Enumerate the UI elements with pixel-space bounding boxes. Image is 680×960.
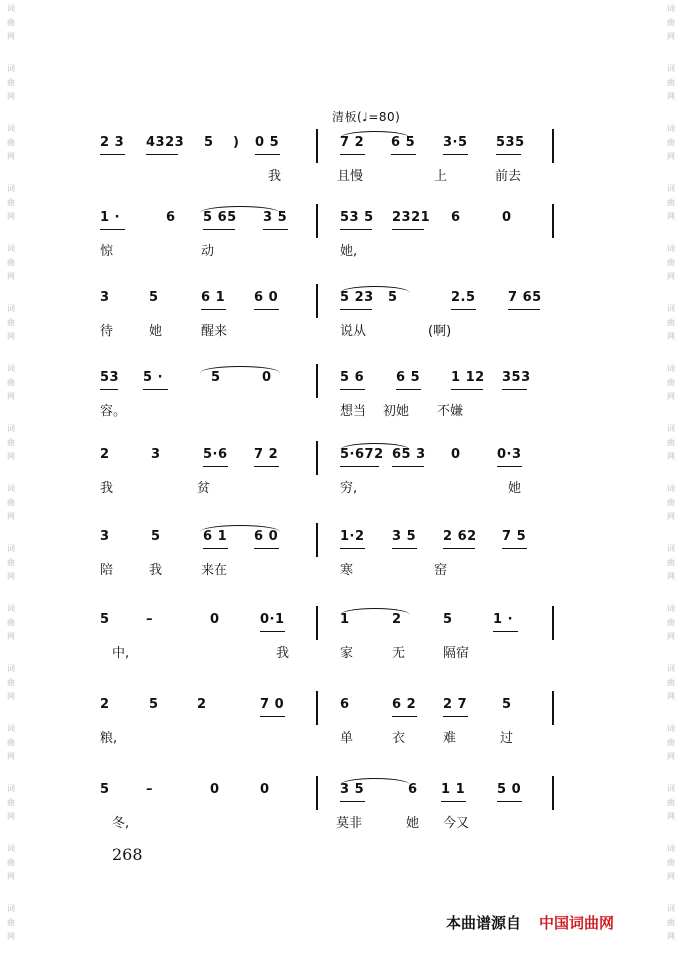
note-group: 5 23: [340, 290, 374, 305]
lyric-text: 过: [500, 731, 514, 746]
note-group: 2.5: [451, 290, 476, 305]
barline-end: [552, 606, 554, 640]
lyric-text: 难: [443, 731, 457, 746]
note-group: 1 ·: [100, 210, 121, 225]
watermark-glyph: 词: [7, 724, 15, 733]
watermark-glyph: 网: [667, 752, 675, 761]
lyric-text: 我: [149, 563, 163, 578]
watermark-glyph: 网: [7, 512, 15, 521]
note-group: 1 ·: [493, 612, 514, 627]
underline-beam: [392, 548, 417, 549]
underline-beam: [260, 716, 285, 717]
watermark-glyph: 词: [7, 364, 15, 373]
watermark-glyph: 词: [7, 424, 15, 433]
lyric-text: 寒: [340, 563, 354, 578]
underline-beam: [493, 631, 518, 632]
watermark-glyph: 曲: [667, 378, 675, 387]
watermark-glyph: 网: [667, 692, 675, 701]
note-group: 6 5: [396, 370, 421, 385]
underline-beam: [443, 548, 475, 549]
watermark-glyph: 词: [667, 724, 675, 733]
note-group: 5 ·: [143, 370, 164, 385]
note-group: 4323: [146, 135, 185, 150]
note-group: 5: [388, 290, 398, 305]
watermark-glyph: 词: [667, 664, 675, 673]
note-group: 5·6: [203, 447, 228, 462]
note-group: 1: [340, 612, 350, 627]
watermark-glyph: 词: [667, 364, 675, 373]
underline-beam: [340, 466, 379, 467]
watermark-glyph: 曲: [7, 258, 15, 267]
watermark-glyph: 曲: [7, 438, 15, 447]
note-group: 7 2: [340, 135, 365, 150]
watermark-glyph: 曲: [667, 318, 675, 327]
watermark-glyph: 词: [7, 844, 15, 853]
barline-middle: [316, 691, 318, 725]
watermark-glyph: 网: [7, 812, 15, 821]
lyric-text: 衣: [392, 731, 406, 746]
underline-beam: [203, 466, 228, 467]
tempo-marking: 清板(♩=80): [332, 110, 401, 124]
lyric-text: 待: [100, 324, 114, 339]
note-group: ): [233, 135, 240, 150]
barline-middle: [316, 364, 318, 398]
note-group: 1 12: [451, 370, 485, 385]
lyric-text: 窑: [434, 563, 448, 578]
watermark-glyph: 网: [7, 152, 15, 161]
underline-beam: [392, 716, 417, 717]
underline-beam: [443, 716, 468, 717]
watermark-glyph: 网: [667, 512, 675, 521]
note-group: 1·2: [340, 529, 365, 544]
watermark-glyph: 曲: [7, 378, 15, 387]
watermark-glyph: 网: [7, 32, 15, 41]
watermark-glyph: 曲: [667, 918, 675, 927]
score-line-9: [0, 768, 680, 848]
watermark-glyph: 网: [7, 932, 15, 941]
note-group: 1 1: [441, 782, 466, 797]
note-group: 2: [100, 697, 110, 712]
note-group: 2 3: [100, 135, 125, 150]
underline-beam: [100, 389, 118, 390]
watermark-glyph: 词: [667, 424, 675, 433]
note-group: 0: [210, 782, 220, 797]
watermark-glyph: 网: [7, 272, 15, 281]
lyric-text: 初她: [383, 404, 410, 419]
note-group: 3·5: [443, 135, 468, 150]
score-line-1: [0, 121, 680, 201]
lyric-text: 今又: [443, 816, 470, 831]
watermark-glyph: 词: [667, 484, 675, 493]
note-group: 5: [204, 135, 214, 150]
watermark-glyph: 曲: [667, 738, 675, 747]
barline-middle: [316, 606, 318, 640]
watermark-glyph: 词: [7, 544, 15, 553]
note-group: 6 1: [203, 529, 228, 544]
watermark-glyph: 网: [667, 92, 675, 101]
watermark-glyph: 词: [7, 124, 15, 133]
note-group: 3 5: [263, 210, 288, 225]
underline-beam: [260, 631, 285, 632]
watermark-glyph: 词: [7, 664, 15, 673]
note-group: 3 5: [392, 529, 417, 544]
note-group: 7 2: [254, 447, 279, 462]
watermark-glyph: 词: [667, 844, 675, 853]
watermark-glyph: 网: [7, 332, 15, 341]
underline-beam: [143, 389, 168, 390]
score-line-3: [0, 276, 680, 356]
barline-middle: [316, 129, 318, 163]
note-group: 0 5: [255, 135, 280, 150]
note-group: 6 5: [391, 135, 416, 150]
watermark-glyph: 网: [667, 572, 675, 581]
watermark-glyph: 曲: [667, 678, 675, 687]
underline-beam: [263, 229, 288, 230]
underline-beam: [340, 389, 365, 390]
watermark-glyph: 曲: [667, 198, 675, 207]
note-group: 5: [100, 782, 110, 797]
watermark-glyph: 词: [667, 904, 675, 913]
note-group: 7 65: [508, 290, 542, 305]
watermark-glyph: 词: [667, 544, 675, 553]
lyric-text: 我: [276, 646, 290, 661]
lyric-text: 说从: [340, 324, 367, 339]
note-group: 3 5: [340, 782, 365, 797]
note-group: 6 0: [254, 290, 279, 305]
watermark-glyph: 网: [667, 272, 675, 281]
watermark-glyph: 曲: [7, 738, 15, 747]
note-group: 5: [151, 529, 161, 544]
watermark-glyph: 曲: [667, 798, 675, 807]
watermark-glyph: 网: [667, 872, 675, 881]
watermark-glyph: 曲: [667, 138, 675, 147]
lyric-text: 贫: [197, 481, 211, 496]
note-group: –: [146, 782, 153, 797]
underline-beam: [254, 466, 279, 467]
watermark-glyph: 网: [667, 812, 675, 821]
note-group: 5: [211, 370, 221, 385]
underline-beam: [254, 309, 279, 310]
watermark-glyph: 词: [667, 784, 675, 793]
watermark-glyph: 词: [7, 64, 15, 73]
watermark-glyph: 网: [7, 632, 15, 641]
watermark-glyph: 曲: [7, 318, 15, 327]
watermark-glyph: 曲: [7, 918, 15, 927]
note-group: 0: [502, 210, 512, 225]
watermark-glyph: 网: [667, 932, 675, 941]
note-group: 0: [210, 612, 220, 627]
watermark-glyph: 曲: [7, 618, 15, 627]
watermark-glyph: 曲: [7, 498, 15, 507]
note-group: 5: [100, 612, 110, 627]
watermark-glyph: 词: [667, 244, 675, 253]
watermark-glyph: 曲: [667, 438, 675, 447]
barline-end: [552, 129, 554, 163]
underline-beam: [497, 466, 522, 467]
watermark-glyph: 曲: [667, 78, 675, 87]
note-group: 6 0: [254, 529, 279, 544]
lyric-text: 醒来: [201, 324, 228, 339]
note-group: 2 62: [443, 529, 477, 544]
watermark-glyph: 词: [667, 304, 675, 313]
watermark-glyph: 词: [7, 784, 15, 793]
underline-beam: [146, 154, 178, 155]
underline-beam: [392, 229, 424, 230]
underline-beam: [451, 389, 483, 390]
note-group: 0·1: [260, 612, 285, 627]
underline-beam: [340, 309, 372, 310]
note-group: 3: [100, 290, 110, 305]
watermark-glyph: 曲: [7, 858, 15, 867]
underline-beam: [451, 309, 476, 310]
note-group: 5 0: [497, 782, 522, 797]
watermark-glyph: 曲: [667, 498, 675, 507]
watermark-glyph: 曲: [7, 78, 15, 87]
watermark-glyph: 网: [7, 212, 15, 221]
watermark-glyph: 网: [7, 452, 15, 461]
score-line-7: [0, 598, 680, 678]
note-group: 3: [100, 529, 110, 544]
lyric-text: 莫非: [336, 816, 363, 831]
watermark-glyph: 词: [667, 124, 675, 133]
underline-beam: [201, 309, 226, 310]
watermark-glyph: 网: [667, 392, 675, 401]
watermark-glyph: 曲: [7, 138, 15, 147]
lyric-text: 不嫌: [437, 404, 464, 419]
underline-beam: [203, 548, 228, 549]
lyric-text: 她: [149, 324, 163, 339]
note-group: 0·3: [497, 447, 522, 462]
lyric-text: 且慢: [337, 169, 364, 184]
note-group: 5·672: [340, 447, 384, 462]
lyric-text: 惊: [100, 244, 114, 259]
watermark-glyph: 词: [7, 4, 15, 13]
footer-brand[interactable]: 中国词曲网: [539, 914, 615, 932]
page-number: 268: [112, 845, 143, 864]
watermark-glyph: 网: [7, 752, 15, 761]
watermark-glyph: 曲: [667, 558, 675, 567]
lyric-text: 她: [406, 816, 420, 831]
note-group: 5: [149, 290, 159, 305]
watermark-glyph: 词: [7, 604, 15, 613]
note-group: 5 6: [340, 370, 365, 385]
watermark-glyph: 词: [7, 904, 15, 913]
note-group: 5: [502, 697, 512, 712]
underline-beam: [391, 154, 416, 155]
barline-end: [552, 204, 554, 238]
lyric-text: 我: [268, 169, 282, 184]
barline-middle: [316, 441, 318, 475]
lyric-text: 她: [508, 481, 522, 496]
score-line-6: [0, 515, 680, 595]
watermark-glyph: 曲: [667, 858, 675, 867]
note-group: 53 5: [340, 210, 374, 225]
note-group: –: [146, 612, 153, 627]
watermark-glyph: 网: [7, 572, 15, 581]
watermark-glyph: 网: [667, 332, 675, 341]
note-group: 2321: [392, 210, 431, 225]
watermark-glyph: 曲: [667, 258, 675, 267]
watermark-glyph: 曲: [7, 198, 15, 207]
lyric-text: 容。: [100, 404, 127, 419]
lyric-text: 前去: [495, 169, 522, 184]
note-group: 0: [260, 782, 270, 797]
underline-beam: [340, 801, 365, 802]
note-group: 6: [166, 210, 176, 225]
watermark-glyph: 曲: [7, 798, 15, 807]
underline-beam: [203, 229, 235, 230]
watermark-glyph: 词: [7, 184, 15, 193]
score-line-5: [0, 433, 680, 513]
watermark-glyph: 网: [7, 692, 15, 701]
underline-beam: [502, 548, 527, 549]
note-group: 7 0: [260, 697, 285, 712]
watermark-glyph: 网: [7, 872, 15, 881]
underline-beam: [396, 389, 421, 390]
underline-beam: [100, 229, 125, 230]
watermark-glyph: 网: [667, 632, 675, 641]
watermark-glyph: 网: [667, 212, 675, 221]
lyric-text: 粮,: [100, 731, 118, 746]
watermark-glyph: 曲: [7, 558, 15, 567]
lyric-text: 家: [340, 646, 354, 661]
note-group: 2: [197, 697, 207, 712]
watermark-glyph: 词: [667, 184, 675, 193]
barline-end: [552, 691, 554, 725]
lyric-text: 冬,: [112, 816, 130, 831]
underline-beam: [340, 229, 372, 230]
score-line-8: [0, 683, 680, 763]
watermark-glyph: 网: [7, 392, 15, 401]
lyric-text: (啊): [428, 324, 452, 339]
underline-beam: [508, 309, 540, 310]
source-footer: [446, 912, 614, 933]
underline-beam: [392, 466, 424, 467]
underline-beam: [254, 548, 279, 549]
note-group: 5 65: [203, 210, 237, 225]
score-line-2: [0, 196, 680, 276]
note-group: 3: [151, 447, 161, 462]
note-group: 2 7: [443, 697, 468, 712]
watermark-glyph: 曲: [7, 18, 15, 27]
watermark-glyph: 曲: [667, 618, 675, 627]
underline-beam: [443, 154, 468, 155]
note-group: 7 5: [502, 529, 527, 544]
watermark-glyph: 词: [7, 484, 15, 493]
note-group: 535: [496, 135, 525, 150]
watermark-glyph: 词: [667, 64, 675, 73]
underline-beam: [340, 548, 365, 549]
note-group: 6: [451, 210, 461, 225]
note-group: 0: [451, 447, 461, 462]
note-group: 53: [100, 370, 120, 385]
note-group: 5: [443, 612, 453, 627]
barline-middle: [316, 204, 318, 238]
watermark-glyph: 网: [667, 32, 675, 41]
watermark-glyph: 词: [667, 604, 675, 613]
watermark-glyph: 词: [7, 244, 15, 253]
lyric-text: 上: [434, 169, 448, 184]
watermark-glyph: 网: [667, 452, 675, 461]
lyric-text: 动: [201, 244, 215, 259]
underline-beam: [340, 154, 365, 155]
note-group: 6: [340, 697, 350, 712]
lyric-text: 陪: [100, 563, 114, 578]
watermark-glyph: 词: [7, 304, 15, 313]
note-group: 2: [100, 447, 110, 462]
note-group: 5: [149, 697, 159, 712]
underline-beam: [502, 389, 527, 390]
watermark-glyph: 曲: [667, 18, 675, 27]
note-group: 6 1: [201, 290, 226, 305]
lyric-text: 想当: [340, 404, 367, 419]
note-group: 6: [408, 782, 418, 797]
barline-middle: [316, 284, 318, 318]
watermark-glyph: 网: [7, 92, 15, 101]
lyric-text: 我: [100, 481, 114, 496]
lyric-text: 无: [392, 646, 406, 661]
note-group: 65 3: [392, 447, 426, 462]
note-group: 6 2: [392, 697, 417, 712]
barline-end: [552, 776, 554, 810]
watermark-glyph: 词: [667, 4, 675, 13]
lyric-text: 来在: [201, 563, 228, 578]
lyric-text: 隔宿: [443, 646, 470, 661]
note-group: 2: [392, 612, 402, 627]
underline-beam: [441, 801, 466, 802]
note-group: 353: [502, 370, 531, 385]
underline-beam: [255, 154, 280, 155]
lyric-text: 单: [340, 731, 354, 746]
note-group: 0: [262, 370, 272, 385]
score-line-4: [0, 356, 680, 436]
underline-beam: [100, 154, 125, 155]
watermark-glyph: 网: [667, 152, 675, 161]
underline-beam: [496, 154, 521, 155]
lyric-text: 穷,: [340, 481, 358, 496]
lyric-text: 中,: [112, 646, 130, 661]
lyric-text: 她,: [340, 244, 358, 259]
barline-middle: [316, 776, 318, 810]
footer-label: 本曲谱源自: [446, 914, 522, 932]
watermark-glyph: 曲: [7, 678, 15, 687]
barline-middle: [316, 523, 318, 557]
underline-beam: [497, 801, 522, 802]
